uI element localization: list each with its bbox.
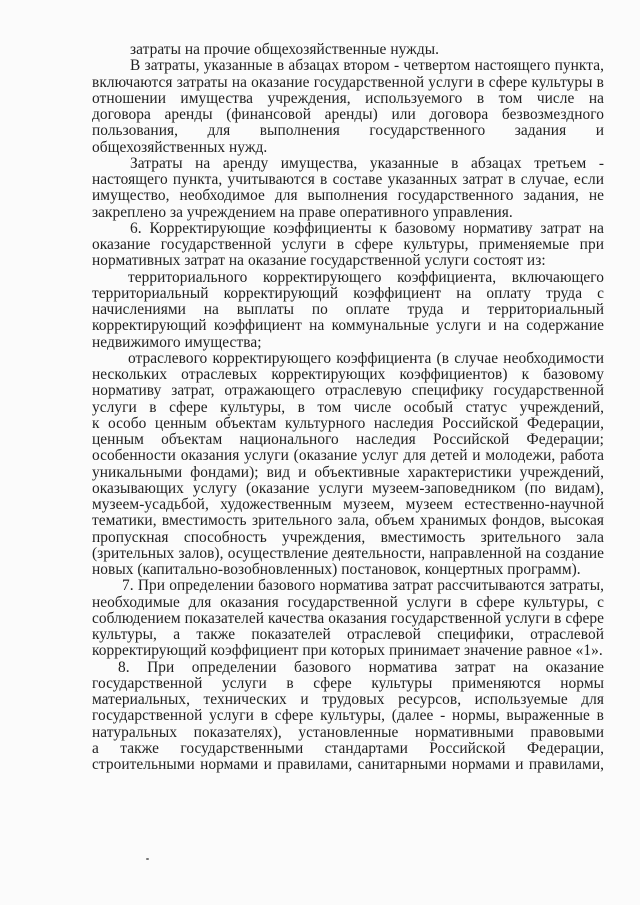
text-line: начислениями на выплаты по оплате труда и территориальный [92,302,604,318]
text-line: В затраты, указанные в абзацах втором - четвертом настоящего пункта, [130,58,604,75]
text-line: натуральных показателях), установленные нормативными правовыми [92,724,604,741]
text-line: корректирующий коэффициент при которых принимает значение равное «1». [92,642,603,660]
text-line: договора аренды (финансовой аренды) или договора безвозмездного [92,107,604,123]
text-line: настоящего пункта, учитываются в составе указанных затрат в случае, если [92,172,604,188]
text-line: общехозяйственных нужд. [92,138,268,156]
text-line: музеем-усадьбой, художественным музеем, музеем естественно-научной [92,497,604,513]
text-line: соблюдением показателей качества оказания государственной услуги в сфере [92,610,604,627]
text-line: отраслевого корректирующего коэффициента (в случае необходимости [128,350,604,367]
text-line: особенности оказания услуги (оказание услуг для детей и молодежи, работа [92,448,604,465]
text-line: недвижимого имущества; [92,333,262,351]
text-line: отношении имущества учреждения, используемого в том числе на [92,90,604,107]
text-line: 6. Корректирующие коэффициенты к базовому нормативу затрат на [130,220,604,237]
text-line: имущество, необходимое для выполнения государственного задания, не [92,188,604,205]
text-line: пользования, для выполнения государственного задания и [92,123,604,140]
text-line: а также государственными стандартами Российской Федерации, [92,740,604,757]
document-body [92,42,604,773]
text-line: нормативных затрат на оказание государственной услуги состоят из: [92,252,546,270]
text-line: оказывающих услугу (оказание услуги музеем-заповедником (по видам), [92,480,604,497]
text-line: территориального корректирующего коэффициента, включающего [128,269,604,286]
text-line: пропускная способность учреждения, вместимость зрительного зала [92,529,604,546]
text-line: 8. При определении базового норматива затрат на оказание [118,659,604,676]
text-line: оказание государственной услуги в сфере культуры, применяемые при [92,237,604,253]
text-line: новых (капитально-возобновленных) постановок, концертных программ). [92,561,581,578]
text-line: строительными нормами и правилами, санитарными нормами и правилами, [92,757,604,773]
text-line: (зрительных залов), осуществление деятельности, направленной на создание [92,545,604,562]
text-line: территориальный корректирующий коэффициент на оплату труда с [92,285,604,302]
text-line: услуги в сфере культуры, в том числе особый статус учреждений, [92,399,604,416]
text-line: уникальными фондами); вид и объективные характеристики учреждений, [92,464,604,481]
text-line: 7. При определении базового норматива затрат рассчитываются затраты, [122,578,604,595]
text-line: включаются затраты на оказание государственной услуги в сфере культуры в [92,74,604,91]
text-line: к особо ценным объектам культурного наследия Российской Федерации, [92,415,604,432]
text-line: государственной услуги в сфере культуры, (далее - нормы, выраженные в [92,708,604,725]
text-line: закреплено за учреждением на праве оперативного управления. [92,203,513,221]
text-line: нескольких отраслевых корректирующих коэффициентов) к базовому [92,367,604,383]
text-line: государственной услуги в сфере культуры применяются нормы [92,675,604,692]
text-line: затраты на прочие общехозяйственные нужды. [130,41,440,58]
text-line: культуры, а также показателей отраслевой специфики, отраслевой [92,627,604,643]
text-line: Затраты на аренду имущества, указанные в абзацах третьем - [130,155,604,172]
text-line: корректирующий коэффициент на коммунальные услуги и на содержание [92,318,604,335]
text-line: ценным объектам национального наследия Российской Федерации; [92,432,604,448]
text-line: тематики, вместимость зрительного зала, объем хранимых фондов, высокая [92,513,604,530]
text-line: материальных, технических и трудовых ресурсов, используемые для [92,692,604,708]
scan-speck [146,858,149,860]
text-line: необходимые для оказания государственной услуги в сфере культуры, с [92,594,604,611]
text-line: нормативу затрат, отражающего отраслевую специфику государственной [92,383,604,400]
